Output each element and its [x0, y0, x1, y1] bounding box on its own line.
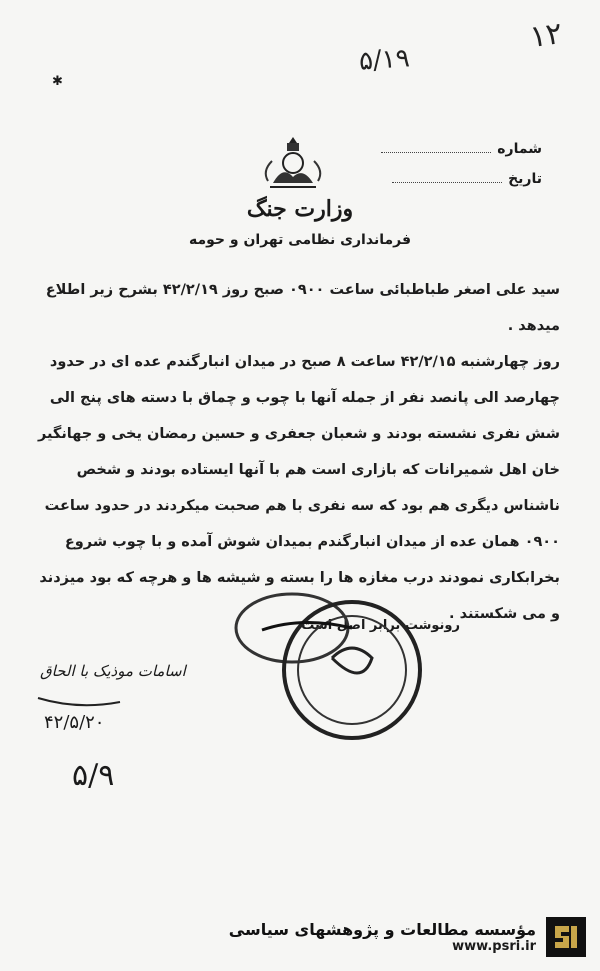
date-field [392, 170, 542, 187]
lion-and-sun-emblem [258, 133, 328, 197]
intro-paragraph: سید علی اصغر طباطبائی ساعت ۰۹۰۰ صبح روز ۴۲/۲/۱۹ بشرح زیر اطلاع میدهد . [45, 282, 560, 334]
signature-underline [34, 694, 124, 708]
signature-date: ۴۲/۵/۲۰ [44, 712, 105, 733]
number-field [381, 140, 542, 157]
archive-footer [229, 917, 586, 957]
file-number: ۵/۱۹ [358, 43, 411, 77]
page-number: ۱۲ [527, 15, 565, 56]
ministry-title: وزارت جنگ [246, 196, 354, 222]
command-subtitle: فرمانداری نظامی تهران و حومه [189, 232, 411, 248]
copy-certification: رونوشت برابر اصل است [301, 618, 460, 633]
date-label: تاریخ [508, 171, 542, 187]
organization-name: مؤسسه مطالعات و پژوهشهای سیاسی [228, 920, 536, 939]
mark: ✱ [52, 74, 63, 89]
reference-number: ۵/۹ [72, 758, 115, 793]
footer-texts [229, 920, 536, 954]
main-paragraph: روز چهارشنبه ۴۲/۲/۱۵ ساعت ۸ صبح در میدان انبارگندم عده ای در حدود چهارصد الی پانصد نفر از جمله آنها با چوب و چماق با دسته های پنج الی شش نفری نشسته بودند و شعبان جعفری و حسین رمضان یخی و جهانگیر خان اهل شمیرانات که بازاری است هم با آنها ایستاده بودند و شخص ناشناس دیگری هم بود که سه نفری با هم صحبت میکردند در حدود ساعت ۰۹۰۰ همان عده از میدان انبارگندم بمیدان شوش آمده و با چوب شروع بخرابکاری نمودند درب مغازه ها را بسته و شیشه ها و هرچه که بود میزدند و می شکستند . [37, 354, 560, 622]
number-dots [381, 140, 491, 153]
date-dots [392, 170, 502, 183]
number-label: شماره [497, 141, 542, 157]
organization-url[interactable]: www.psri.ir [452, 939, 536, 954]
signature: اسامات موذیک با الحاق [40, 662, 186, 680]
psri-logo-icon [546, 917, 586, 957]
official-stamp [232, 588, 432, 752]
